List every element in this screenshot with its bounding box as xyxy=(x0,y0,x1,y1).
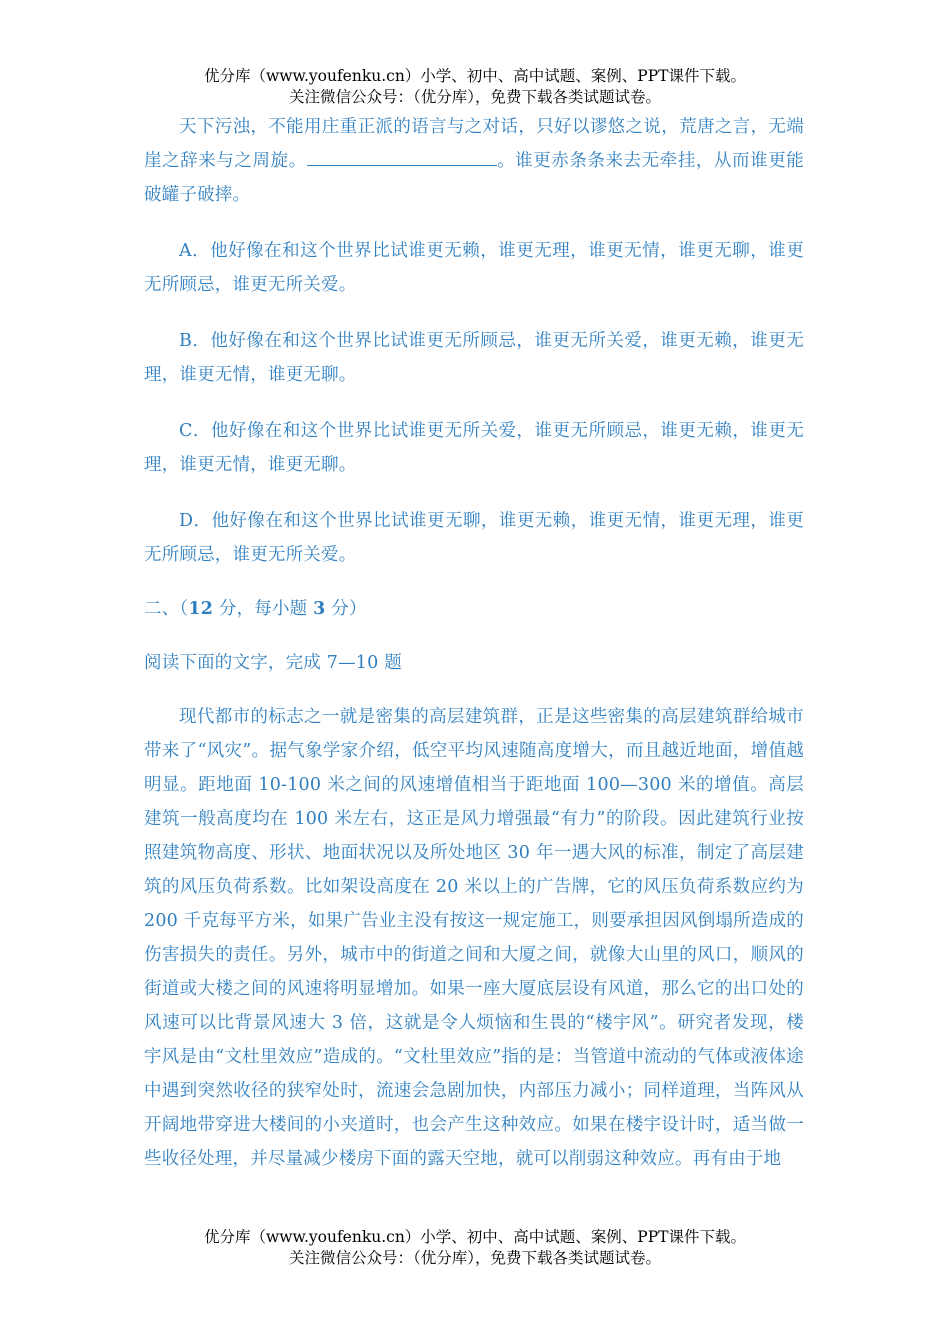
answer-blank xyxy=(307,147,497,166)
option-a: A．他好像在和这个世界比试谁更无赖，谁更无理，谁更无情，谁更无聊，谁更无所顾忌，谁更无所关爱。 xyxy=(144,241,804,295)
header-line-2: 关注微信公众号：（优分库），免费下载各类试题试卷。 xyxy=(288,88,661,106)
document-body xyxy=(144,110,804,1176)
question-passage-part1: 天下污浊，不能用庄重正派的语言与之对话，只好以谬悠之说，荒唐之言，无端崖之辞来与之周旋。 xyxy=(144,117,804,171)
page-footer xyxy=(0,1227,950,1269)
reading-passage: 现代都市的标志之一就是密集的高层建筑群，正是这些密集的高层建筑群给城市带来了“风灾”。据气象学家介绍，低空平均风速随高度增大，而且越近地面，增值越明显。距地面 10-100 米之间的风速增值相当于距地面 100—300 米的增值。高层建筑一般高度均在 100 米左右，这正是风力增强最“有力”的阶段。因此建筑行业按照建筑物高度、形状、地面状况以及所处地区 30 年一遇大风的标准，制定了高层建筑的风压负荷系数。比如架设高度在 20 米以上的广告牌，它的风压负荷系数应约为 200 千克每平方米，如果广告业主没有按这一规定施工，则要承担因风倒塌所造成的伤害损失的责任。另外，城市中的街道之间和大厦之间，就像大山里的风口，顺风的街道或大楼之间的风速将明显增加。如果一座大厦底层设有风道，那么它的出口处的风速可以比背景风速大 3 倍，这就是令人烦恼和生畏的“楼宇风”。研究者发现，楼宇风是由“文杜里效应”造成的。“文杜里效应”指的是：当管道中流动的气体或液体途中遇到突然收径的狭窄处时，流速会急剧加快，内部压力减小；同样道理，当阵风从开阔地带穿进大楼间的小夹道时，也会产生这种效应。如果在楼宇设计时，适当做一些收径处理，并尽量减少楼房下面的露天空地，就可以削弱这种效应。再有由于地 xyxy=(144,707,804,1169)
reading-instruction: 阅读下面的文字，完成 7—10 题 xyxy=(144,653,402,673)
question-passage-part2: 。谁更赤条条来去无牵挂，从而谁更能破罐子破摔。 xyxy=(144,151,804,205)
question-passage xyxy=(144,110,804,212)
footer-line-2: 关注微信公众号：（优分库），免费下载各类试题试卷。 xyxy=(288,1249,661,1267)
header-line-1: 优分库（www.youfenku.cn）小学、初中、高中试题、案例、PPT课件下载。 xyxy=(203,67,747,85)
page-header xyxy=(0,66,950,108)
option-b: B．他好像在和这个世界比试谁更无所顾忌，谁更无所关爱，谁更无赖，谁更无理，谁更无情，谁更无聊。 xyxy=(144,331,804,385)
option-c: C．他好像在和这个世界比试谁更无所关爱，谁更无所顾忌，谁更无赖，谁更无理，谁更无情，谁更无聊。 xyxy=(144,421,804,475)
option-d: D．他好像在和这个世界比试谁更无聊，谁更无赖，谁更无情，谁更无理，谁更无所顾忌，谁更无所关爱。 xyxy=(144,511,804,565)
footer-line-1: 优分库（www.youfenku.cn）小学、初中、高中试题、案例、PPT课件下载。 xyxy=(203,1228,747,1246)
section-heading: 二、（12 分，每小题 3 分） xyxy=(144,599,367,619)
